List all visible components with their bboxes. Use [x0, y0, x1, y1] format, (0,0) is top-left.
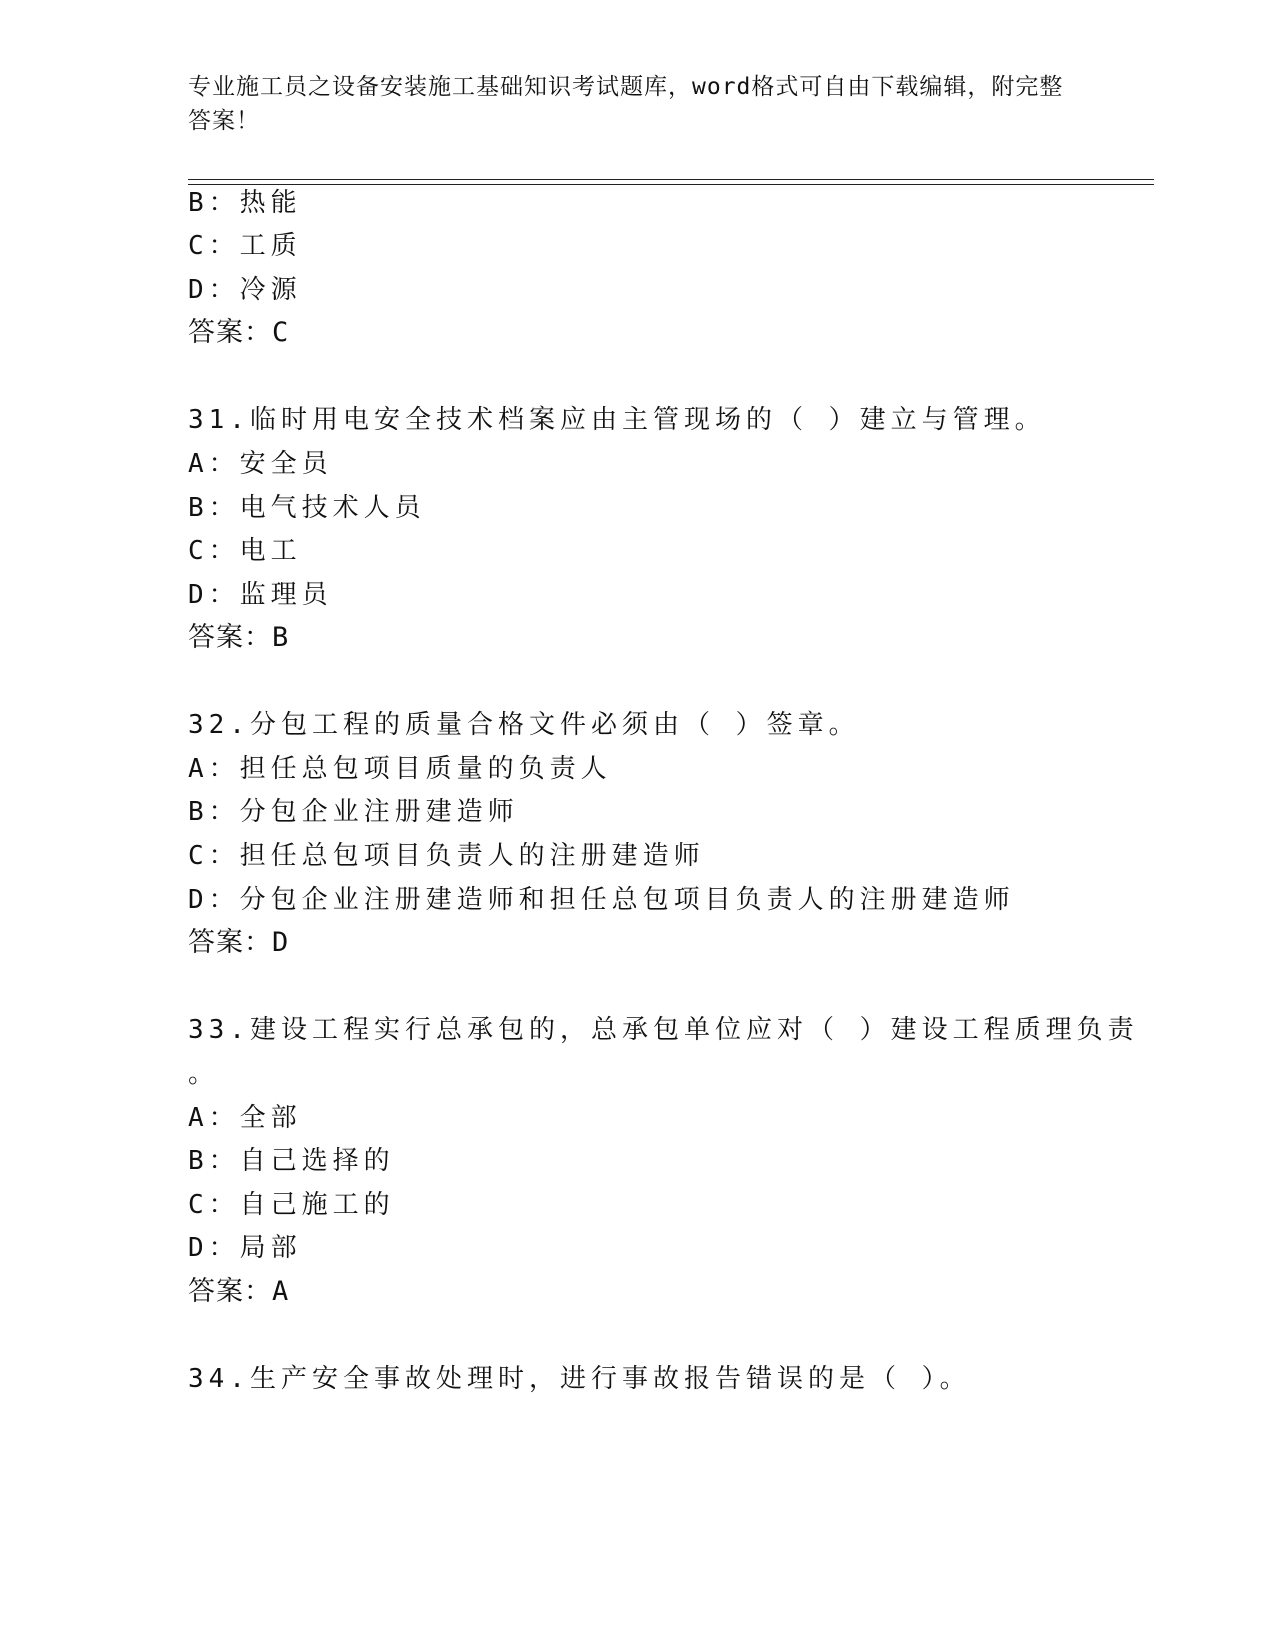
answer-label: 答案： — [188, 317, 272, 348]
document-header: 专业施工员之设备安装施工基础知识考试题库，word格式可自由下载编辑，附完整答案！ — [188, 74, 1064, 134]
answer-value: B — [272, 622, 290, 653]
option-b — [188, 795, 519, 829]
option-text: 自己施工的 — [239, 1190, 395, 1220]
question-31: 31.临时用电安全技术档案应由主管现场的（ ）建立与管理。 — [188, 405, 1046, 435]
option-b — [188, 186, 302, 220]
option-c — [188, 229, 302, 263]
header-divider-bottom — [188, 184, 1154, 185]
option-label: B： — [188, 188, 240, 218]
option-text: 分包企业注册建造师和担任总包项目负责人的注册建造师 — [239, 885, 1015, 915]
option-text: 自己选择的 — [239, 1146, 395, 1176]
option-label: A： — [188, 449, 240, 479]
answer-line — [188, 621, 289, 655]
answer-value: C — [272, 317, 290, 348]
option-d — [188, 1231, 302, 1265]
option-label: D： — [188, 1233, 240, 1263]
answer-line — [188, 316, 289, 350]
option-label: C： — [188, 841, 240, 871]
option-d — [188, 578, 333, 612]
option-text: 热能 — [239, 188, 302, 218]
answer-label: 答案： — [188, 622, 272, 653]
question-32: 32.分包工程的质量合格文件必须由（ ）签章。 — [188, 710, 860, 740]
option-b — [188, 1144, 395, 1178]
option-label: D： — [188, 885, 240, 915]
option-text: 冷源 — [239, 275, 302, 305]
option-label: B： — [188, 797, 240, 827]
question-33-line-2: 。 — [188, 1059, 220, 1089]
option-label: D： — [188, 580, 240, 610]
option-c — [188, 534, 302, 568]
option-text: 担任总包项目负责人的注册建造师 — [239, 841, 705, 871]
option-text: 担任总包项目质量的负责人 — [239, 754, 612, 784]
answer-line — [188, 926, 289, 960]
option-label: C： — [188, 536, 240, 566]
option-a — [188, 1101, 302, 1135]
option-label: C： — [188, 1190, 240, 1220]
option-a — [188, 752, 612, 786]
option-text: 全部 — [239, 1103, 302, 1133]
answer-value: D — [272, 927, 290, 958]
option-a — [188, 447, 333, 481]
option-label: B： — [188, 493, 240, 523]
option-label: A： — [188, 1103, 240, 1133]
option-text: 电工 — [239, 536, 302, 566]
option-c — [188, 1188, 395, 1222]
option-text: 工质 — [239, 231, 302, 261]
answer-label: 答案： — [188, 927, 272, 958]
option-label: C： — [188, 231, 240, 261]
option-text: 安全员 — [239, 449, 333, 479]
option-d — [188, 273, 302, 307]
answer-label: 答案： — [188, 1276, 272, 1307]
option-label: B： — [188, 1146, 240, 1176]
option-label: A： — [188, 754, 240, 784]
question-34: 34.生产安全事故处理时，进行事故报告错误的是（ ）。 — [188, 1364, 971, 1394]
header-divider-top — [188, 179, 1154, 180]
option-text: 监理员 — [239, 580, 333, 610]
option-c — [188, 839, 705, 873]
option-d — [188, 883, 1015, 917]
option-text: 电气技术人员 — [239, 493, 426, 523]
option-label: D： — [188, 275, 240, 305]
option-text: 分包企业注册建造师 — [239, 797, 519, 827]
option-b — [188, 491, 426, 525]
option-text: 局部 — [239, 1233, 302, 1263]
question-33-line-1: 33.建设工程实行总承包的，总承包单位应对（ ）建设工程质理负责 — [188, 1015, 1139, 1045]
answer-value: A — [272, 1276, 290, 1307]
answer-line — [188, 1275, 289, 1309]
